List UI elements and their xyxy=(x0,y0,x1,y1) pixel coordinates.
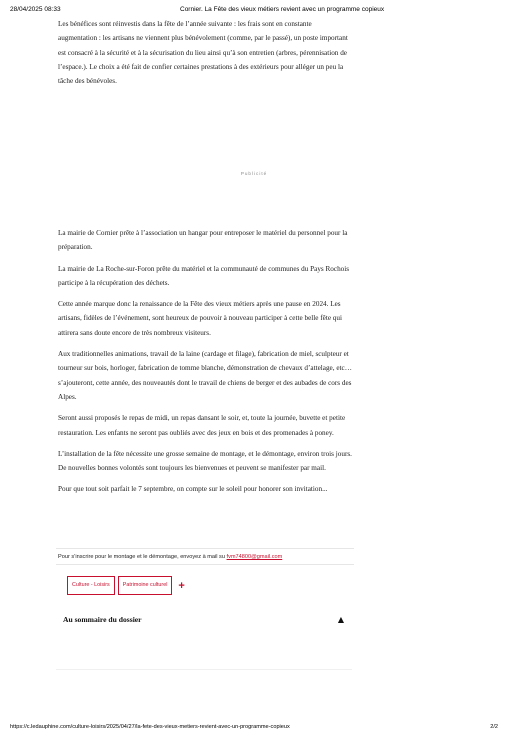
article-paragraph: Les bénéfices sont réinvestis dans la fête de l’année suivante : les frais sont en constante augmentation : les artisans ne viennent plus bénévolement (comme, par le passé), un poste important est consacré à la sécurité et à la sécurisation du lieu ainsi qu’à son entretien (arbres, pérennisation de l’espace.). Le choix a été fait de confier certaines prestations à des extérieurs pour alléger un peu la tâche des bénévoles. xyxy=(58,20,348,86)
section-divider xyxy=(56,669,352,670)
registration-info-text: Pour s’inscrire pour le montage et le démontage, envoyez à mail su xyxy=(58,554,227,560)
article-body-top xyxy=(58,17,352,95)
article-paragraph: La mairie de Cornier prête à l’association un hangar pour entreposer le matériel du personnel pour la préparation. xyxy=(58,229,348,252)
print-page-number: 2/2 xyxy=(490,724,498,730)
article-paragraph: Cette année marque donc la renaissance de la Fête des vieux métiers après une pause en 2024. Les artisans, fidèles de l’événement, sont heureux de pouvoir à nouveau participer à cette belle fête qui attirera sans doute encore de très nombreux visiteurs. xyxy=(58,300,342,337)
article-paragraph: Pour que tout soit parfait le 7 septembre, on compte sur le soleil pour honorer son invitation... xyxy=(58,485,328,494)
contact-email-link[interactable]: fvm74800@gmail.com xyxy=(226,554,283,560)
tag-patrimoine-culturel[interactable]: Patrimoine culturel xyxy=(118,576,173,595)
add-tag-icon[interactable]: + xyxy=(178,579,185,592)
print-date: 28/04/2025 08:33 xyxy=(10,6,61,13)
print-page-title: Cornier. La Fête des vieux métiers revient avec un programme copieux xyxy=(180,6,385,13)
tag-culture-loisirs[interactable]: Culture - Loisirs xyxy=(67,576,115,595)
article-paragraph: La mairie de La Roche-sur-Foron prête du matériel et la communauté de communes du Pays Rochois participe à la récupération des déchets. xyxy=(58,264,350,287)
dossier-summary-toggle[interactable] xyxy=(63,615,344,624)
registration-info-box xyxy=(56,548,354,565)
print-url: https://c.ledauphine.com/culture-loisirs/2025/04/27/la-fete-des-vieux-metiers-revient-avec-un-programme-copieux xyxy=(10,724,290,730)
article-paragraph: L’installation de la fête nécessite une grosse semaine de montage, et le démontage, environ trois jours. De nouvelles bonnes volontés sont toujours les bienvenues et peuvent se manifester par mail. xyxy=(58,449,352,473)
collapse-triangle-icon[interactable]: ▲ xyxy=(337,615,344,624)
article-body-bottom xyxy=(58,226,352,504)
advertisement-label: Publicité xyxy=(240,171,268,176)
article-paragraph: Seront aussi proposés le repas de midi, un repas dansant le soir, et, toute la journée, buvette et petite restauration. Les enfants ne seront pas oubliés avec des jeux en bois et des promenades à poney. xyxy=(58,414,346,437)
article-paragraph: Aux traditionnelles animations, travail de la laine (cardage et filage), fabrication de miel, sculpteur et tourneur sur bois, horloger, fabrication de tomme blanche, démonstration de chevaux d’attelage, etc… s’ajouteront, cette année, des nouveautés dont le travail de chiens de berger et des aubades de cors des Alpes. xyxy=(58,350,352,401)
dossier-summary-label: Au sommaire du dossier xyxy=(63,615,142,624)
tag-list xyxy=(67,576,185,595)
